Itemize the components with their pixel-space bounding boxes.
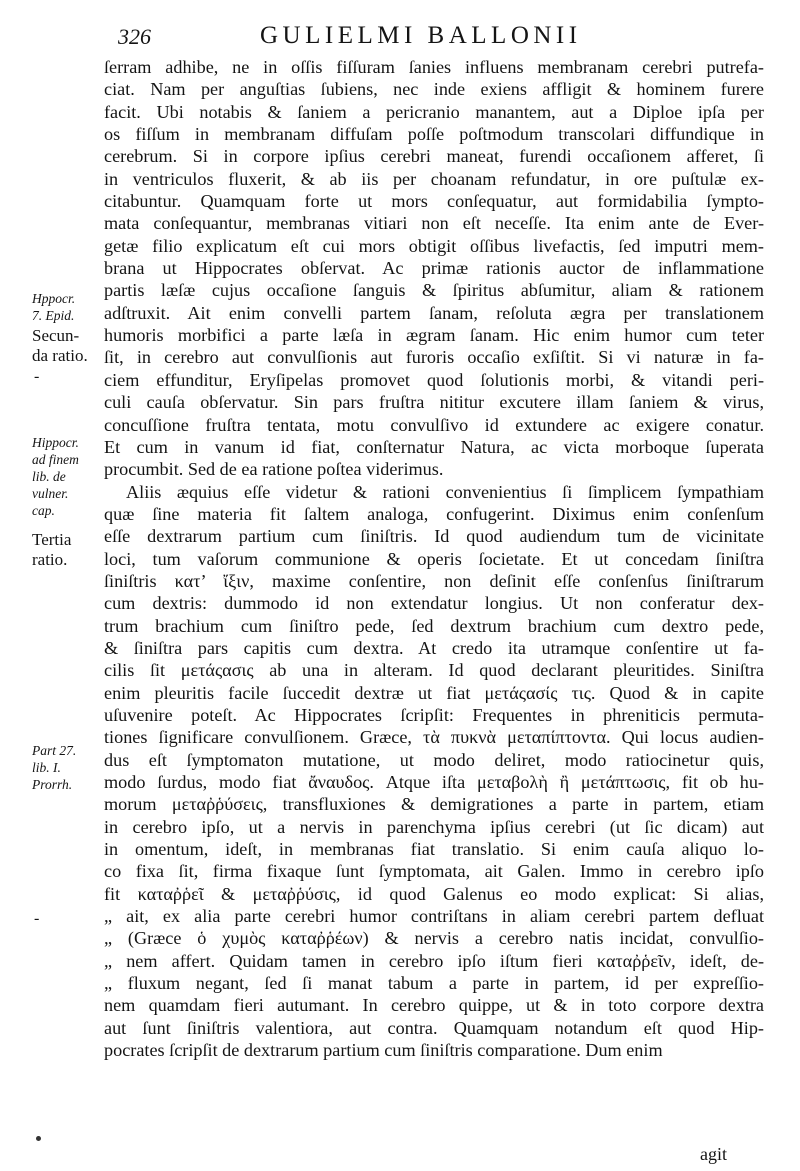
- text-line: „ (Græce ὁ χυμὸς καταῤῥέων) & nervis a cerebro natis incidat, convulſio-: [104, 928, 764, 949]
- text-line: „ ait, ex alia parte cerebri humor contriſtans in aliam cerebri partem defluat: [104, 906, 764, 927]
- text-line: facit. Ubi notabis & ſaniem a pericranio manantem, aut a Diploe ipſa per: [104, 101, 764, 122]
- margin-note: [32, 530, 112, 569]
- text-line: aut ſunt ſiniſtris valentiora, aut contra. Quamquam notandum eſt quod Hip-: [104, 1017, 764, 1038]
- margin-note: [32, 434, 112, 519]
- margin-note-line: lib. de: [32, 469, 66, 484]
- text-line: procumbit. Sed de ea ratione poſtea viderimus.: [104, 459, 444, 480]
- text-line: ſiniſtris κατ’ ἴξιν, maxime conſentire, non deſinit eſſe conſenſus ſiniſtrarum: [104, 570, 764, 591]
- text-line: citabuntur. Quamquam forte ut mors conſequatur, aut formidabilia ſympto-: [104, 191, 764, 212]
- page-number: 326: [118, 24, 151, 49]
- text-line: eſſe dextrarum partium cum ſiniſtris. Id quod audiendum tum de vicinitate: [104, 526, 764, 547]
- margin-note-line: Hppocr.: [32, 291, 76, 306]
- text-line: trum brachium cum ſiniſtro pede, ſed dextrum brachium cum dextro pede,: [104, 615, 764, 636]
- margin-note-line: lib. I.: [32, 760, 61, 775]
- text-line: concuſſione fruſtra tentata, motu convulſivo id extundere ac exigere conatur.: [104, 414, 764, 435]
- text-line: cilis ſit μετάςασις ab una in alteram. Id quod declarant pleuritides. Siniſtra: [104, 660, 764, 681]
- margin-note-line: Tertia: [32, 530, 72, 549]
- margin-note-line: cap.: [32, 503, 55, 518]
- running-title: GULIELMI BALLONII: [260, 22, 582, 49]
- text-line: humoris morbifici a parte læſa in ægram ſanam. Hic enim humor cum teter: [104, 325, 764, 346]
- text-line: „ fluxum negant, ſed ſi manat tabum a parte in partem, id per expreſſio-: [104, 973, 764, 994]
- text-line: getæ filio explicatum eſt cui mors obtigit oſſibus livefactis, ſed imputri mem-: [104, 235, 764, 256]
- margin-dash: -: [34, 910, 40, 927]
- margin-note-line: Hippocr.: [32, 435, 79, 450]
- margin-dash: -: [34, 368, 40, 385]
- margin-note-line: Part 27.: [32, 743, 77, 758]
- text-line: „ nem affert. Quidam tamen in cerebro ipſo iſtum fieri καταῤῥεῖν, ideſt, de-: [104, 950, 764, 971]
- text-line: loci, tum vaſorum communione & operis ſocietate. Et ut concedam ſiniſtra: [104, 548, 764, 569]
- margin-note-line: da ratio.: [32, 345, 88, 365]
- margin-note-line: ad finem: [32, 452, 79, 467]
- margin-note-line: 7. Epid.: [32, 308, 75, 323]
- text-line: cum dextris: dummodo id non extendatur longius. Ut non conferatur dex-: [104, 593, 764, 614]
- text-line: partis læſæ cujus occaſione ſanguis & ſpiritus abſumitur, aliam & rationem: [104, 280, 764, 301]
- text-line: fit καταῤῥεῖ & μεταῤῥύσις, id quod Galenus eo modo explicat: Si alias,: [104, 883, 764, 904]
- margin-note-line: Prorrh.: [32, 777, 73, 792]
- margin-note-line: Secun-: [32, 326, 80, 345]
- running-header: [110, 22, 770, 56]
- catchword: agit: [700, 1144, 727, 1164]
- text-line: nem quamdam fieri autumant. In cerebro quippe, ut & in toto corpore dextra: [104, 995, 764, 1016]
- text-line: cerebrum. Si in corpore ipſius cerebri maneat, furendi occaſionem afferet, ſi: [104, 146, 764, 167]
- text-line: ciem effunditur, Eryſipelas promovet quod ſolutionis morbi, & vitandi peri-: [104, 369, 764, 390]
- text-line: culi cauſa obſervatur. Sin pars fruſtra nititur excutere illam ſaniem & virus,: [104, 392, 764, 413]
- text-line: dus eſt ſymptomaton mutatione, ut modo deliret, modo ratiocinetur quis,: [104, 749, 764, 770]
- margin-note: [32, 742, 112, 793]
- text-line: brana ut Hippocrates obſervat. Ac primæ rationis auctor de inflammatione: [104, 258, 764, 279]
- text-line: in cerebro ipſo, ut a nervis in parenchyma ipſius cerebri (ut ſic dicam) aut: [104, 816, 764, 837]
- text-line: pocrates ſcripſit de dextrarum partium cum ſiniſtris comparatione. Dum enim: [104, 1040, 663, 1061]
- ink-speck: [36, 1136, 41, 1141]
- text-line: in omentum, ideſt, in membranas fiat translatio. Si enim cauſa aliquo lo-: [104, 839, 764, 860]
- text-line: os fiſſum in membranam diffuſam poſſe poſtmodum transcolari diffundique in: [104, 124, 764, 145]
- text-line: quæ ſine materia fit ſaltem analoga, confugerint. Diximus enim conſenſum: [104, 503, 764, 524]
- text-line: modo ſurdus, modo fiat ἄναυδος. Atque iſta μεταβολὴ ἢ μετάπτωσις, fit ob hu-: [104, 772, 764, 792]
- margin-note: [32, 326, 112, 365]
- text-line: Et cum in vanum id fiat, conſternatur Natura, ac victa morboque ſuperata: [104, 436, 764, 457]
- text-line: uſuvenire poteſt. Ac Hippocrates ſcripſit: Frequentes in phreniticis permuta-: [104, 704, 764, 725]
- text-line: co fixa ſit, firma fixaque ſunt ſymptomata, ait Galen. Immo in cerebro ipſo: [104, 861, 764, 882]
- text-line: adſtruxit. Ait enim convelli partem ſanam, reſoluta ægra per translationem: [104, 302, 764, 323]
- text-line: ſerram adhibe, ne in oſſis fiſſuram ſanies influens membranam cerebri putrefa-: [104, 57, 764, 77]
- margin-note-line: vulner.: [32, 486, 69, 501]
- text-line: ciat. Nam per anguſtias ſubiens, nec inde exiens affligit & hominem furere: [104, 79, 764, 100]
- margin-note-line: ratio.: [32, 549, 68, 569]
- text-line: ſit, in cerebro aut convulſionis aut furoris occaſio exſiſtit. Si vi naturæ in fa-: [104, 347, 764, 368]
- text-line: enim pleuritis facile ſuccedit dextræ ut fiat μετάςασίς τις. Quod & in capite: [104, 682, 764, 703]
- text-line: Aliis æquius eſſe videtur & rationi convenientius ſi ſimplicem ſympathiam: [126, 481, 764, 502]
- text-line: mata conſequantur, membranas vitiari non eſt neceſſe. Ita enim ante de Ever-: [104, 213, 764, 234]
- body-text: [104, 56, 764, 1061]
- text-line: tiones ſignificare convulſionem. Græce, τὰ πυκνὰ μεταπίπτοντα. Qui locus audien-: [104, 727, 764, 748]
- margin-note: [32, 290, 112, 324]
- margin-notes: [30, 0, 110, 1171]
- text-line: in ventriculos fluxerit, & ab iis per choanam refundatur, in ore puſtulæ ex-: [104, 168, 764, 189]
- text-line: morum μεταῤῥύσεις, transfluxiones & demigrationes a parte in partem, etiam: [104, 794, 764, 815]
- text-line: & ſiniſtra pars capitis cum dextra. At credo ita utramque conſentire ut fa-: [104, 637, 764, 658]
